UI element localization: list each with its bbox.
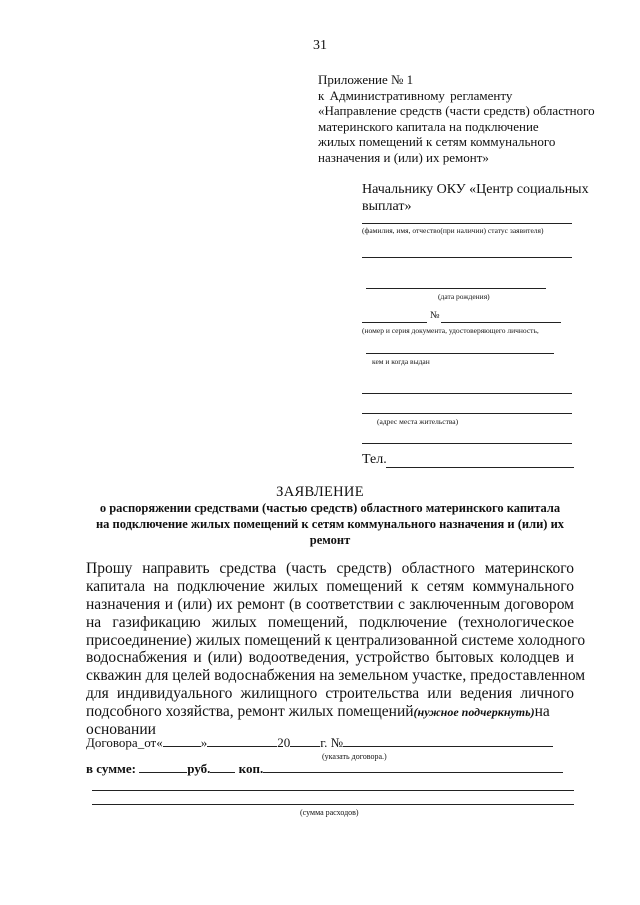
- sum-rub-input[interactable]: [139, 772, 187, 773]
- contract-caption: (указать договора.): [322, 752, 387, 761]
- contract-label: Договора: [86, 735, 138, 750]
- body-line: основании: [86, 721, 156, 739]
- subtitle-line: на подключение жилых помещений к сетям коммунального назначения и (или) их: [95, 517, 565, 531]
- page-number: 31: [313, 38, 327, 53]
- body-line: Прошу направить средства (часть средств) областного материнского: [86, 560, 574, 577]
- sum-words-line-2[interactable]: [92, 790, 574, 791]
- statement-title: ЗАЯВЛЕНИЕ: [276, 484, 364, 500]
- contract-row: [86, 735, 553, 751]
- body-line: для индивидуального жилищного строительства или ведения личного: [86, 685, 574, 703]
- doc-series-input-line[interactable]: [362, 322, 427, 323]
- appendix-line: материнского капитала на подключение: [318, 118, 539, 134]
- appendix-line: «Направление средств (части средств) областного: [318, 103, 595, 119]
- body-line: скважин для целей водоснабжения на земельном участке, предоставленном: [86, 667, 586, 685]
- sum-label: в сумме:: [86, 761, 137, 776]
- body-line: на газификацию жилых помещений, подключение (технологическое: [86, 613, 574, 631]
- contract-from: от«: [144, 735, 163, 750]
- appendix-line: к Административному регламенту: [318, 87, 513, 103]
- fio-caption: (фамилия, имя, отчество(при наличии) статус заявителя): [362, 226, 544, 235]
- addressee-line: Начальнику ОКУ «Центр социальных: [362, 182, 589, 197]
- doc-caption: (номер и серия документа, удостоверяющего личность,: [362, 326, 539, 335]
- applicant-extra-line[interactable]: [362, 257, 572, 258]
- contract-year: 20: [277, 735, 291, 750]
- phone-input-line[interactable]: [386, 467, 574, 468]
- body-line: назначения и (или) их ремонт (в соответствии с заключенным договором: [86, 595, 574, 613]
- contract-underscore: _: [137, 735, 145, 750]
- appendix-line: назначения и (или) их ремонт»: [318, 149, 489, 165]
- body-note: (нужное подчеркнуть): [413, 705, 535, 720]
- subtitle-line: о распоряжении средствами (частью средств) областного материнского капитала: [99, 501, 561, 515]
- address-input-line-1[interactable]: [362, 393, 572, 394]
- addressee: [362, 181, 589, 215]
- address-input-line-3[interactable]: [362, 443, 572, 444]
- sum-kop: коп.: [238, 761, 264, 776]
- body-line: капитала на подключение жилых помещений к сетям коммунального: [86, 577, 574, 595]
- doc-number-sign: №: [430, 310, 440, 321]
- appendix-line: жилых помещений к сетям коммунального: [318, 134, 556, 150]
- fio-input-line[interactable]: [362, 223, 572, 224]
- addressee-line: выплат»: [362, 199, 412, 214]
- subtitle-line: ремонт: [309, 533, 351, 547]
- sum-words-input[interactable]: [263, 772, 563, 773]
- sum-kop-input[interactable]: [210, 772, 235, 773]
- contract-day-input[interactable]: [163, 746, 201, 747]
- doc-number-input-line[interactable]: [441, 322, 561, 323]
- contract-number-input[interactable]: [343, 746, 553, 747]
- sum-words-line-3[interactable]: [92, 804, 574, 805]
- issued-by-caption: кем и когда выдан: [372, 357, 430, 366]
- sum-caption: (сумма расходов): [300, 808, 359, 817]
- body-line-text: подсобного хозяйства, ремонт жилых помещений: [86, 703, 414, 721]
- contract-quote-close: »: [200, 735, 208, 750]
- statement-subtitle: [70, 500, 590, 548]
- birth-date-input-line[interactable]: [366, 288, 546, 289]
- body-tail: на: [534, 703, 550, 721]
- birth-date-caption: (дата рождения): [438, 292, 490, 301]
- appendix-block: [318, 72, 618, 166]
- body-line: водоснабжения и (или) водоотведения, устройство бытовых колодцев и: [86, 649, 574, 667]
- contract-year-input[interactable]: [290, 746, 320, 747]
- body-line-with-note: [86, 703, 574, 721]
- contract-month-input[interactable]: [207, 746, 277, 747]
- statement-body: [86, 560, 586, 739]
- issued-by-input-line[interactable]: [366, 353, 554, 354]
- contract-g-no: г. №: [320, 735, 343, 750]
- sum-rub: руб.: [187, 761, 211, 776]
- address-input-line-2[interactable]: [362, 413, 572, 414]
- phone-label: Тел.: [362, 452, 387, 467]
- body-line: присоединение) жилых помещений к централизованной системе холодного: [86, 631, 586, 649]
- address-caption: (адрес места жительства): [377, 417, 459, 426]
- appendix-line: Приложение № 1: [318, 72, 414, 87]
- sum-row: [86, 761, 563, 777]
